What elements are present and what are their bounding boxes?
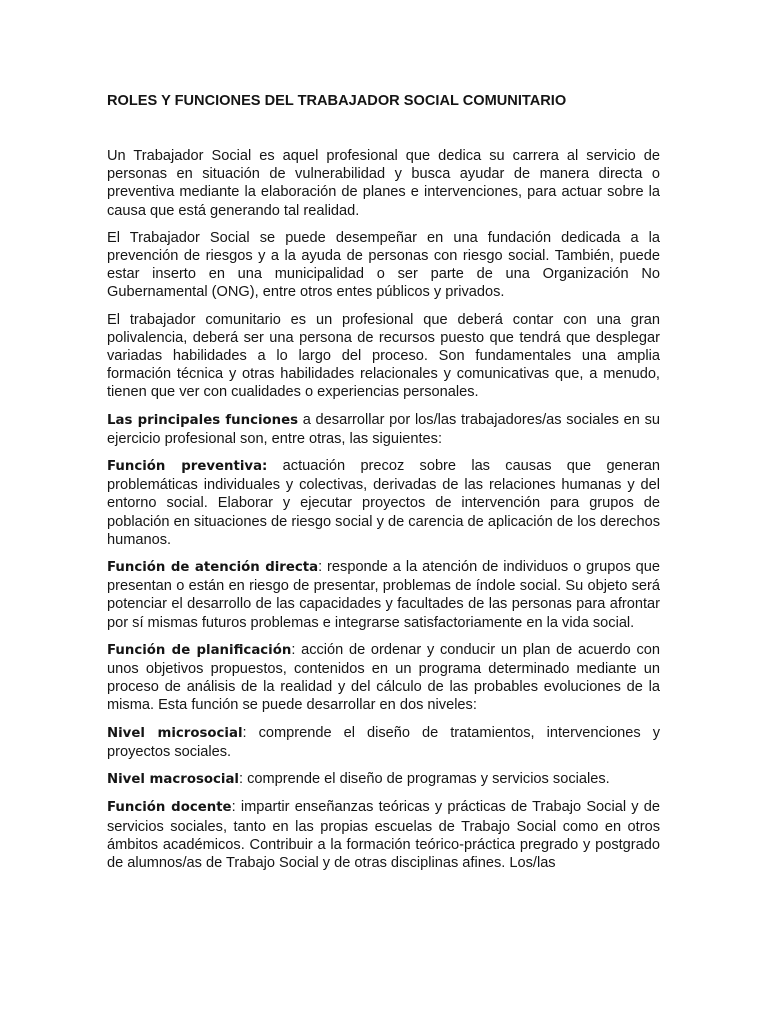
paragraph-text: : comprende el diseño de tratamientos, intervenciones y proyectos sociales.	[107, 724, 660, 760]
bold-lead: Función preventiva:	[107, 459, 268, 475]
bold-lead: Función de atención directa	[107, 560, 319, 576]
paragraph-text: : impartir enseñanzas teóricas y prácticas de Trabajo Social y de servicios sociales, tanto en las propias escuelas de Trabajo Social como en otros ámbitos académicos. Contribuir a la formación teórico-práctica pregrado y postgrado de alumnos/as de Trabajo Social y de otras disciplinas afines. Los/las	[107, 799, 661, 871]
paragraph-main-functions	[107, 411, 660, 448]
bold-lead: Las principales funciones	[107, 412, 299, 428]
paragraph-definition	[107, 147, 660, 220]
paragraph-text: : comprende el diseño de programas y servicios sociales.	[238, 771, 610, 788]
bold-lead: Función docente	[107, 800, 232, 816]
paragraph-preventive-function	[107, 457, 660, 549]
document-title: ROLES Y FUNCIONES DEL TRABAJADOR SOCIAL COMUNITARIO	[107, 93, 567, 109]
paragraph-text: El trabajador comunitario es un profesional que deberá contar con una gran polivalencia, deberá ser una persona de recursos puesto que tendrá que desplegar variadas habilidades a lo largo del proceso. Son fundamentales una amplia formación técnica y otras habilidades relacionales y comunicativas que, a menudo, tienen que ver con cualidades o experiencias personales.	[107, 311, 660, 401]
bold-lead: Función de planificación	[107, 642, 292, 658]
bold-lead: Nivel microsocial	[107, 725, 243, 741]
paragraph-community-worker	[107, 311, 660, 402]
paragraph-planning-function	[107, 641, 660, 715]
document-page	[107, 92, 660, 881]
paragraph-text: Un Trabajador Social es aquel profesional que dedica su carrera al servicio de personas en situación de vulnerabilidad y busca ayudar de manera directa o preventiva mediante la elaboración de planes e intervenciones, para actuar sobre la causa que está generando tal realidad.	[107, 148, 660, 219]
paragraph-direct-attention-function	[107, 558, 660, 632]
paragraph-micro-level	[107, 724, 660, 761]
bold-lead: Nivel macrosocial	[107, 772, 239, 788]
paragraph-text: : acción de ordenar y conducir un plan de acuerdo con unos objetivos propuestos, contenidos en un programa determinado mediante un proceso de análisis de la realidad y del cálculo de las probables evoluciones de la misma. Esta función se puede desarrollar en dos niveles:	[107, 641, 660, 714]
paragraph-text: actuación precoz sobre las causas que generan problemáticas individuales y colectivas, derivadas de las relaciones humanas y del entorno social. Elaborar y ejecutar proyectos de intervención para grupos de población en situaciones de riesgo social y de carencia de aplicación de los derechos humanos.	[107, 458, 660, 548]
paragraph-text: a desarrollar por los/las trabajadores/as sociales en su ejercicio profesional son, entre otras, las siguientes:	[107, 411, 660, 447]
paragraph-workplaces	[107, 229, 660, 302]
paragraph-teaching-function	[107, 798, 660, 872]
paragraph-text: El Trabajador Social se puede desempeñar en una fundación dedicada a la prevención de riesgos y a la ayuda de personas con riesgo social. También, puede estar inserto en una municipalidad o ser parte de una Organización No Gubernamental (ONG), entre otros entes públicos y privados.	[107, 229, 660, 301]
paragraph-text: : responde a la atención de individuos o grupos que presentan o están en riesgo de presentar, problemas de índole social. Su objeto será potenciar el desarrollo de las capacidades y facultades de las personas para afrontar por sí mismas futuros problemas e integrarse satisfactoriamente en la vida social.	[107, 559, 660, 631]
paragraph-macro-level	[107, 770, 660, 789]
